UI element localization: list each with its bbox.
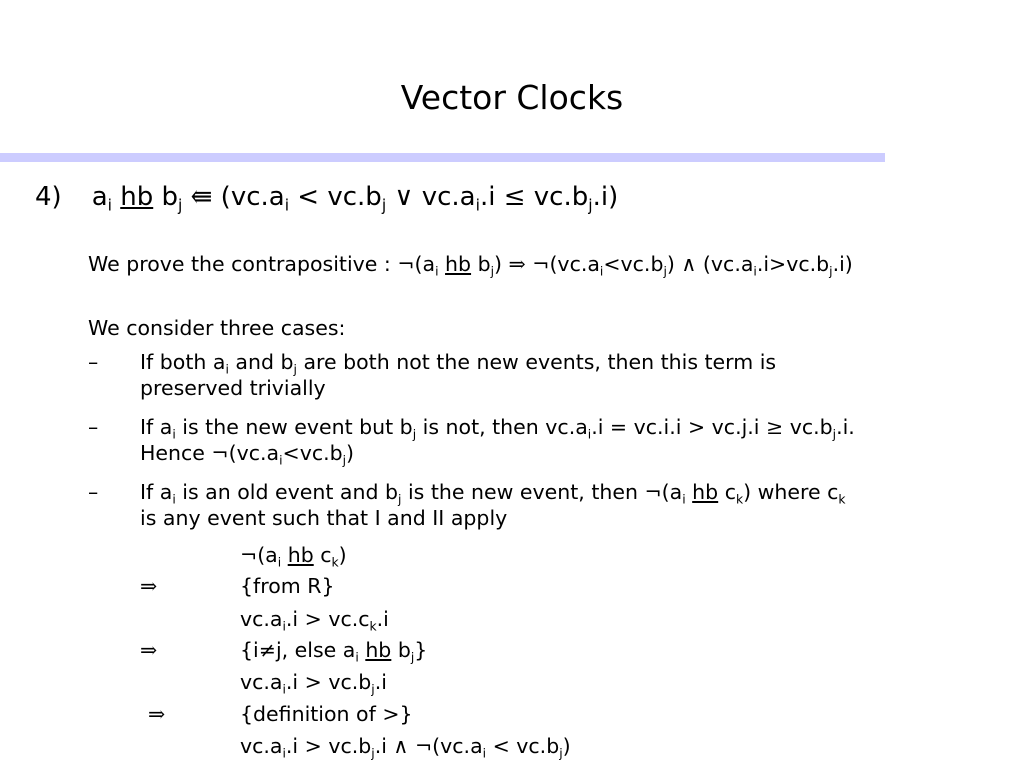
hb-relation: hb [692, 480, 719, 504]
implies-symbol: ⇒ [140, 574, 158, 598]
implies-symbol: ⇒ [148, 702, 166, 726]
not-symbol: ¬ [240, 543, 258, 567]
text: We prove the contrapositive : [88, 252, 398, 276]
case-2-line-2 [140, 441, 355, 468]
and-symbol: ∧ [393, 734, 409, 758]
subscript: i [753, 264, 757, 279]
text: (vc.a [549, 252, 600, 276]
point-text: (vc.a [212, 182, 285, 212]
subscript: i [282, 619, 286, 634]
hb-relation: hb [445, 252, 472, 276]
text: Hence [140, 441, 212, 465]
subscript: j [293, 362, 297, 377]
subscript: i [107, 196, 112, 215]
text: .i [374, 670, 387, 694]
case-3-line-1 [140, 480, 846, 507]
proof-step-5 [240, 670, 387, 697]
point-text: .i) [592, 182, 619, 212]
text: vc.a [240, 607, 283, 631]
point-text: .i [479, 182, 504, 212]
subscript: j [342, 453, 347, 468]
subscript: k [735, 492, 744, 507]
text: b [391, 638, 411, 662]
subscript: i [682, 492, 686, 507]
subscript: i [225, 362, 229, 377]
subscript: j [588, 196, 593, 215]
case-2-line-1 [140, 415, 855, 442]
text: If both a [140, 350, 226, 374]
contrapositive-line [88, 252, 853, 279]
not-symbol: ¬ [211, 441, 229, 465]
text: <vc.b [603, 252, 664, 276]
text: .i [376, 607, 389, 631]
text: is the new event, then [401, 480, 645, 504]
text: ) [494, 252, 509, 276]
hb-relation: hb [120, 182, 154, 212]
proof-step-6: {definition of >} [240, 702, 413, 726]
point-text: vc.a [421, 182, 476, 212]
subscript: i [284, 196, 290, 215]
text: If a [140, 415, 173, 439]
not-symbol: ¬ [532, 252, 550, 276]
text: ) [666, 252, 682, 276]
text: j, else a [275, 638, 356, 662]
subscript: k [838, 492, 846, 507]
subscript: i [172, 492, 176, 507]
text: and b [228, 350, 294, 374]
text: .i > vc.b [285, 734, 372, 758]
bullet-dash: – [88, 415, 99, 439]
text: .i > vc.c [285, 607, 370, 631]
case-1-line-2: preserved trivially [140, 376, 326, 400]
text: (vc.a [432, 734, 483, 758]
case-1-line-1 [140, 350, 777, 377]
cases-intro: We consider three cases: [88, 316, 346, 340]
point-text: b [161, 182, 178, 212]
title-divider [0, 153, 885, 162]
text: {i [240, 638, 259, 662]
neq-symbol: ≠ [258, 638, 276, 662]
subscript: i [282, 746, 286, 761]
implies-symbol: ⇒ [140, 638, 158, 662]
text: are both not the new events, then this term is [296, 350, 777, 374]
text: b [471, 252, 491, 276]
text: c [718, 480, 736, 504]
subscript: j [371, 682, 375, 697]
text: ) [562, 734, 571, 758]
point-number: 4) [35, 182, 62, 212]
hb-relation: hb [287, 543, 314, 567]
not-symbol: ¬ [397, 252, 415, 276]
bullet-dash: – [88, 350, 99, 374]
text: < vc.b [486, 734, 560, 758]
case-3-line-2: is any event such that I and II apply [140, 506, 508, 530]
point-4-statement [35, 182, 619, 215]
subscript: i [172, 427, 176, 442]
point-text: a [91, 182, 108, 212]
text: .i>vc.b [756, 252, 830, 276]
text: ) where c [743, 480, 839, 504]
subscript: i [475, 196, 480, 215]
point-text: vc.b [525, 182, 589, 212]
proof-step-4 [240, 638, 428, 665]
subscript: j [832, 427, 837, 442]
subscript: i [435, 264, 439, 279]
subscript: k [331, 555, 339, 570]
text: (vc.a [228, 441, 280, 465]
not-symbol: ¬ [644, 480, 662, 504]
text: ) [338, 543, 347, 567]
text: (a [414, 252, 436, 276]
text: (a [661, 480, 683, 504]
subscript: j [371, 746, 375, 761]
subscript: j [559, 746, 563, 761]
text: (vc.a [696, 252, 754, 276]
subscript: j [398, 492, 402, 507]
subscript: j [663, 264, 667, 279]
subscript: i [482, 746, 487, 761]
subscript: j [410, 650, 415, 665]
text: vc.b [783, 415, 833, 439]
bullet-dash: – [88, 480, 99, 504]
text: ) [346, 441, 355, 465]
subscript: j [381, 196, 387, 215]
and-symbol: ∧ [681, 252, 697, 276]
subscript: i [599, 264, 604, 279]
proof-step-3 [240, 607, 389, 634]
text: (a [257, 543, 278, 567]
implied-by-symbol: ⇚ [190, 182, 213, 212]
text: If a [140, 480, 173, 504]
text: } [414, 638, 428, 662]
text: is not, then vc.a [416, 415, 588, 439]
proof-step-2: {from R} [240, 574, 335, 598]
subscript: i [279, 453, 283, 468]
subscript: i [277, 555, 282, 570]
implies-symbol: ⇒ [508, 252, 526, 276]
subscript: i [355, 650, 359, 665]
subscript: j [829, 264, 833, 279]
text: is the new event but b [175, 415, 413, 439]
hb-relation: hb [365, 638, 392, 662]
text: .i > vc.b [285, 670, 372, 694]
subscript: i [282, 682, 286, 697]
text: is an old event and b [175, 480, 399, 504]
le-symbol: ≤ [503, 182, 526, 212]
text: .i) [832, 252, 853, 276]
text: .i [374, 734, 394, 758]
proof-step-7 [240, 734, 571, 761]
text: c [313, 543, 332, 567]
ge-symbol: ≥ [766, 415, 784, 439]
subscript: i [587, 427, 592, 442]
point-text: < vc.b [289, 182, 382, 212]
proof-step-1 [240, 543, 347, 570]
text: .i. [836, 415, 855, 439]
text: vc.a [240, 670, 283, 694]
subscript: j [412, 427, 417, 442]
text: <vc.b [282, 441, 343, 465]
not-symbol: ¬ [414, 734, 433, 758]
or-symbol: ∨ [386, 182, 422, 212]
text: .i = vc.i.i > vc.j.i [591, 415, 767, 439]
subscript: j [490, 264, 495, 279]
slide-title: Vector Clocks [400, 78, 624, 117]
subscript: j [178, 196, 183, 215]
subscript: k [369, 619, 377, 634]
text: vc.a [240, 734, 283, 758]
